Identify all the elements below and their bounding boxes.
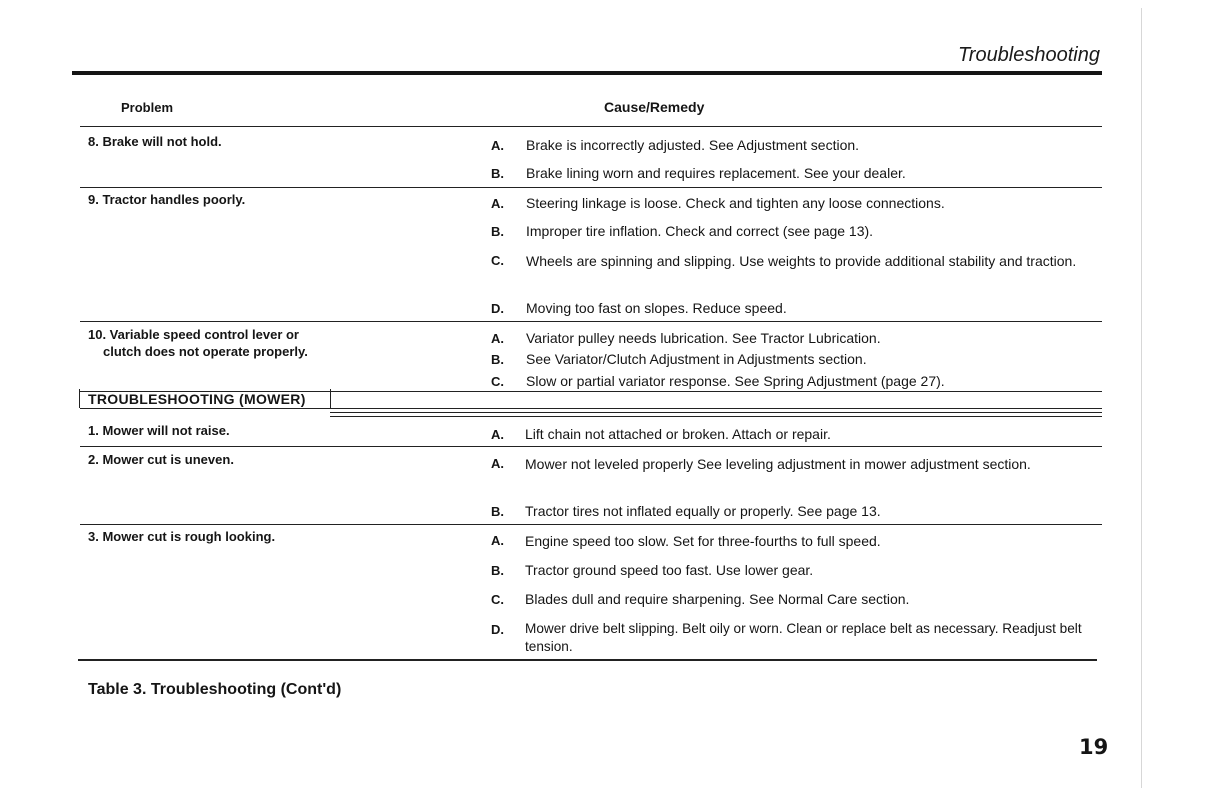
remedy-text: Engine speed too slow. Set for three-fourths to full speed. <box>525 533 881 549</box>
header-rule <box>72 71 1102 75</box>
remedy-text: Wheels are spinning and slipping. Use weights to provide additional stability and traction. <box>526 253 1077 269</box>
mower-problem-2: 2. Mower cut is uneven. <box>88 452 234 467</box>
section-heading: TROUBLESHOOTING (MOWER) <box>88 391 306 407</box>
table-rule <box>80 408 1102 409</box>
remedy-text: Lift chain not attached or broken. Attach or repair. <box>525 426 831 442</box>
remedy-letter: C. <box>491 374 504 389</box>
remedy-text: Variator pulley needs lubrication. See Tractor Lubrication. <box>526 330 881 346</box>
table-rule <box>80 126 1102 127</box>
remedy-letter: B. <box>491 224 504 239</box>
remedy-text: Improper tire inflation. Check and correct (see page 13). <box>526 223 874 239</box>
remedy-text: Brake lining worn and requires replacement. See your dealer. <box>526 165 906 181</box>
remedy-text: Mower drive belt slipping. Belt oily or worn. Clean or replace belt as necessary. Readjust belt tension. <box>525 621 1082 654</box>
remedy-text: Blades dull and require sharpening. See Normal Care section. <box>525 591 910 607</box>
running-header: Troubleshooting <box>958 44 1100 66</box>
problem-9: 9. Tractor handles poorly. <box>88 192 246 207</box>
remedy-letter: A. <box>491 456 504 471</box>
table-rule <box>80 524 1102 525</box>
remedy-letter: A. <box>491 138 504 153</box>
table-caption: Table 3. Troubleshooting (Cont'd) <box>88 681 342 698</box>
remedy-letter: C. <box>491 253 504 268</box>
remedy-letter: B. <box>491 166 504 181</box>
remedy-letter: D. <box>491 301 504 316</box>
remedy-text: Mower not leveled properly See leveling adjustment in mower adjustment section. <box>525 456 1031 472</box>
remedy-text: See Variator/Clutch Adjustment in Adjustments section. <box>526 351 867 367</box>
page-number: 19 <box>1079 735 1109 759</box>
table-rule <box>80 187 1102 188</box>
mower-problem-1: 1. Mower will not raise. <box>88 423 230 438</box>
remedy-letter: A. <box>491 196 504 211</box>
problem-8: 8. Brake will not hold. <box>88 134 222 149</box>
remedy-letter: A. <box>491 427 504 442</box>
column-header-cause: Cause/Remedy <box>604 99 705 115</box>
remedy-text: Tractor ground speed too fast. Use lower gear. <box>525 562 814 578</box>
remedy-text: Slow or partial variator response. See Spring Adjustment (page 27). <box>526 373 945 389</box>
remedy-letter: C. <box>491 592 504 607</box>
remedy-letter: B. <box>491 504 504 519</box>
remedy-text: Steering linkage is loose. Check and tighten any loose connections. <box>526 195 945 211</box>
problem-10 <box>88 326 408 360</box>
remedy-text: Moving too fast on slopes. Reduce speed. <box>526 300 787 316</box>
problem-10-line2: clutch does not operate properly. <box>103 344 308 359</box>
remedy-letter: A. <box>491 533 504 548</box>
column-header-problem: Problem <box>121 100 174 115</box>
table-rule <box>80 446 1102 447</box>
table-bottom-rule <box>78 659 1097 661</box>
table-rule <box>330 412 1102 413</box>
remedy-text: Brake is incorrectly adjusted. See Adjustment section. <box>526 137 860 153</box>
table-rule <box>80 321 1102 322</box>
remedy-letter: D. <box>491 622 504 637</box>
table-rule <box>330 416 1102 417</box>
remedy-letter: A. <box>491 331 504 346</box>
remedy-letter: B. <box>491 563 504 578</box>
remedy-letter: B. <box>491 352 504 367</box>
mower-problem-3: 3. Mower cut is rough looking. <box>88 529 276 544</box>
remedy-text: Tractor tires not inflated equally or properly. See page 13. <box>525 503 881 519</box>
page-edge-line <box>1141 8 1142 788</box>
problem-10-line1: 10. Variable speed control lever or <box>88 327 299 342</box>
